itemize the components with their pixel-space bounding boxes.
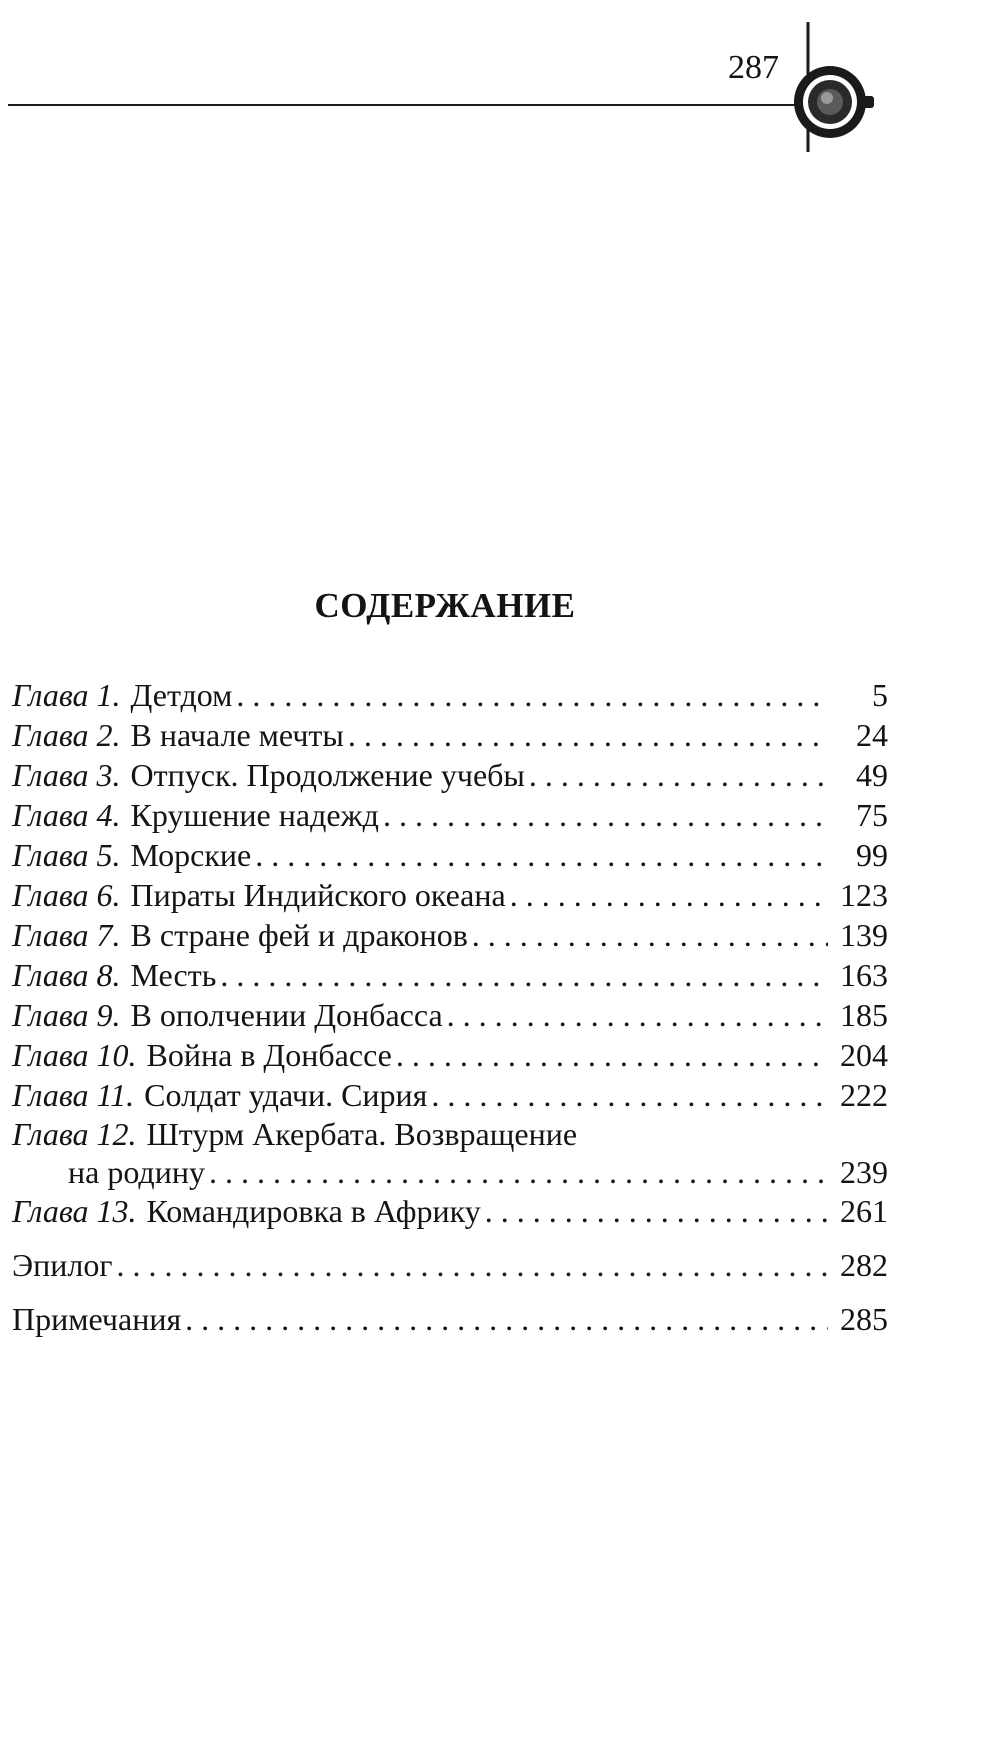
chapter-page: 99: [856, 837, 888, 873]
notes-title: Примечания: [12, 1301, 182, 1337]
chapter-label: Глава 2.: [12, 717, 121, 753]
page-number: 287: [728, 49, 779, 86]
toc-entry-chapter-9[interactable]: [12, 995, 888, 1035]
chapter-label: Глава 8.: [12, 957, 121, 993]
toc-entry-chapter-12-continued[interactable]: [12, 1153, 888, 1191]
chapter-title: Война в Донбассе: [146, 1037, 392, 1073]
toc-entry-chapter-6[interactable]: [12, 875, 888, 915]
toc-entry-epilogue[interactable]: [12, 1245, 888, 1285]
chapter-title: В ополчении Донбасса: [130, 997, 443, 1033]
chapter-label: Глава 3.: [12, 757, 121, 793]
dot-leader: [255, 835, 828, 875]
chapter-label: Глава 11.: [12, 1077, 135, 1113]
dot-leader: [510, 875, 828, 915]
chapter-label: Глава 10.: [12, 1037, 137, 1073]
notes-page: 285: [840, 1301, 888, 1337]
toc-entry-chapter-3[interactable]: [12, 755, 888, 795]
chapter-page: 24: [856, 717, 888, 753]
chapter-title: Крушение надежд: [130, 797, 379, 833]
chapter-title: Пираты Индийского океана: [130, 877, 506, 913]
chapter-title: В стране фей и драконов: [130, 917, 468, 953]
chapter-page: 222: [840, 1077, 888, 1113]
chapter-page: 261: [840, 1193, 888, 1229]
toc-entry-notes[interactable]: [12, 1299, 888, 1339]
dot-leader: [116, 1245, 828, 1285]
dot-leader: [348, 715, 828, 755]
chapter-page: 49: [856, 757, 888, 793]
chapter-label: Глава 6.: [12, 877, 121, 913]
dot-leader: [472, 915, 828, 955]
toc-entry-chapter-10[interactable]: [12, 1035, 888, 1075]
dot-leader: [185, 1299, 828, 1339]
dot-leader: [209, 1153, 828, 1191]
chapter-page: 239: [840, 1154, 888, 1190]
dot-leader: [396, 1035, 828, 1075]
toc-entry-chapter-2[interactable]: [12, 715, 888, 755]
toc-entry-chapter-13[interactable]: [12, 1191, 888, 1231]
chapter-label: Глава 12.: [12, 1116, 137, 1152]
page-header: [0, 0, 1000, 160]
dot-leader: [220, 955, 828, 995]
chapter-page: 75: [856, 797, 888, 833]
chapter-title: Отпуск. Продолжение учебы: [130, 757, 525, 793]
toc-entry-chapter-1[interactable]: [12, 675, 888, 715]
toc-title: СОДЕРЖАНИЕ: [314, 586, 576, 625]
dot-leader: [529, 755, 828, 795]
dot-leader: [431, 1075, 828, 1115]
toc-entry-chapter-5[interactable]: [12, 835, 888, 875]
chapter-label: Глава 9.: [12, 997, 121, 1033]
toc-entry-chapter-8[interactable]: [12, 955, 888, 995]
chapter-title: Штурм Акербата. Возвращение: [146, 1116, 578, 1152]
toc-entry-chapter-4[interactable]: [12, 795, 888, 835]
dot-leader: [383, 795, 828, 835]
chapter-label: Глава 5.: [12, 837, 121, 873]
chapter-label: Глава 1.: [12, 677, 121, 713]
chapter-page: 123: [840, 877, 888, 913]
dot-leader: [485, 1191, 828, 1231]
chapter-label: Глава 4.: [12, 797, 121, 833]
epilogue-page: 282: [840, 1247, 888, 1283]
chapter-label: Глава 13.: [12, 1193, 137, 1229]
chapter-title: В начале мечты: [130, 717, 344, 753]
chapter-title: Детдом: [130, 677, 233, 713]
dot-leader: [236, 675, 828, 715]
chapter-title: Солдат удачи. Сирия: [144, 1077, 428, 1113]
chapter-label: Глава 7.: [12, 917, 121, 953]
chapter-page: 163: [840, 957, 888, 993]
chapter-title: Командировка в Африку: [146, 1193, 481, 1229]
chapter-page: 204: [840, 1037, 888, 1073]
toc-entry-chapter-11[interactable]: [12, 1075, 888, 1115]
header-rule: [8, 104, 800, 106]
dot-leader: [447, 995, 828, 1035]
chapter-page: 5: [872, 677, 888, 713]
target-ornament-icon: [784, 22, 904, 152]
chapter-page: 139: [840, 917, 888, 953]
chapter-title-continued: на родину: [68, 1154, 205, 1190]
chapter-page: 185: [840, 997, 888, 1033]
toc-entry-chapter-7[interactable]: [12, 915, 888, 955]
toc-entry-chapter-12[interactable]: [12, 1115, 888, 1153]
chapter-title: Морские: [130, 837, 252, 873]
epilogue-title: Эпилог: [12, 1247, 113, 1283]
chapter-title: Месть: [130, 957, 217, 993]
table-of-contents: [12, 675, 888, 1339]
